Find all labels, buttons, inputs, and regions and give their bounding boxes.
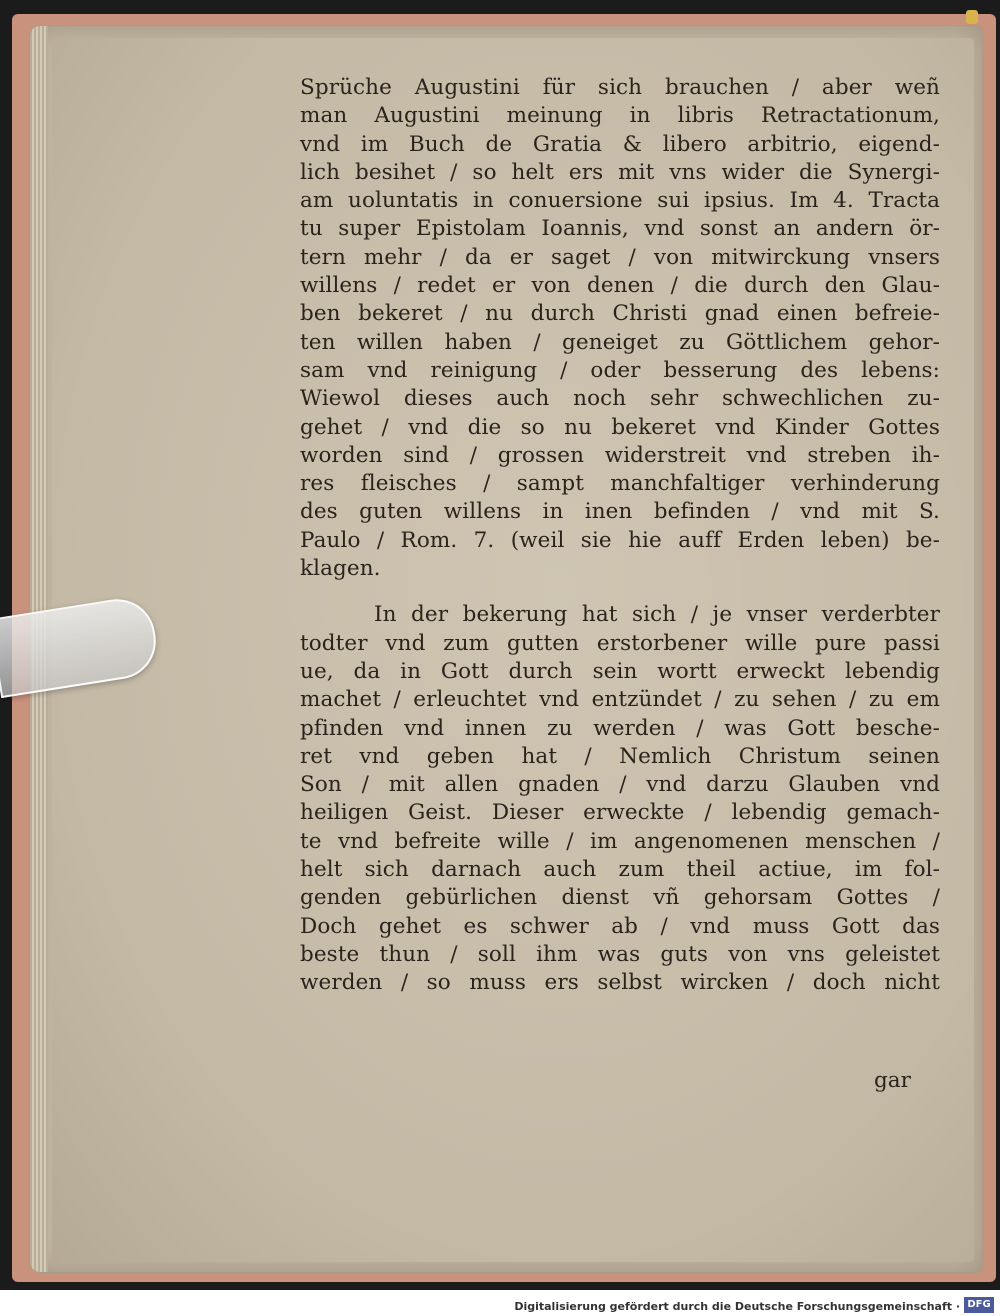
text-line: klagen. (300, 556, 381, 582)
text-line: pfinden vnd innen zu werden / was Gott besche- (300, 715, 940, 741)
text-line: te vnd befreite wille / im angenomenen menschen / (300, 828, 940, 854)
text-line: werden / so muss ers selbst wircken / doch nicht (300, 970, 940, 996)
text-line: lich besihet / so helt ers mit vns wider die Synergi- (300, 159, 940, 185)
body-text (300, 74, 940, 998)
text-line: tu super Epistolam Ioannis, vnd sonst an andern ör- (300, 216, 940, 242)
paragraph-1 (300, 74, 940, 583)
catchword: gar (874, 1068, 911, 1093)
text-line: ue, da in Gott durch sein wortt erweckt lebendig (300, 658, 940, 684)
text-line: Wiewol dieses auch noch sehr schwechlichen zu- (300, 386, 940, 412)
text-line: ten willen haben / geneiget zu Göttlichem gehor- (300, 329, 940, 355)
text-line: willens / redet er von denen / die durch den Glau- (300, 273, 940, 299)
text-line: ret vnd geben hat / Nemlich Christum seinen (300, 743, 940, 769)
text-line: beste thun / soll ihm was guts von vns geleistet (300, 941, 940, 967)
text-line: gehet / vnd die so nu bekeret vnd Kinder Gottes (300, 414, 940, 440)
text-line: Son / mit allen gnaden / vnd darzu Glauben vnd (300, 772, 940, 798)
paragraph-2 (300, 601, 940, 997)
text-line: ben bekeret / nu durch Christi gnad einen befreie- (300, 301, 940, 327)
text-line: man Augustini meinung in libris Retractationum, (300, 103, 940, 129)
text-line: res fleisches / sampt manchfaltiger verhinderung (300, 471, 940, 497)
text-line: todter vnd zum gutten erstorbener wille pure passi (300, 630, 940, 656)
text-line: am uoluntatis in conuersione sui ipsius. Im 4. Tracta (300, 188, 940, 214)
text-line: sam vnd reinigung / oder besserung des lebens: (300, 357, 940, 383)
text-line: tern mehr / da er saget / von mitwirckung vnsers (300, 244, 940, 270)
text-line: vnd im Buch de Gratia & libero arbitrio, eigend- (300, 131, 940, 157)
text-line: In der bekerung hat sich / je vnser verderbter (374, 602, 940, 628)
text-line: worden sind / grossen widerstreit vnd streben ih- (300, 442, 940, 468)
text-line: Doch gehet es schwer ab / vnd muss Gott das (300, 913, 940, 939)
text-line: heiligen Geist. Dieser erweckte / lebendig gemach- (300, 800, 940, 826)
text-line: des guten willens in inen befinden / vnd mit S. (300, 499, 940, 525)
footer-credit: Digitalisierung gefördert durch die Deutsche Forschungsgemeinschaft · (514, 1300, 960, 1313)
paragraph-gap (300, 583, 940, 601)
gold-ribbon (966, 10, 978, 24)
dfg-logo: DFG (964, 1297, 994, 1313)
text-line: Paulo / Rom. 7. (weil sie hie auff Erden leben) be- (300, 527, 940, 553)
text-line: Sprüche Augustini für sich brauchen / aber weñ (300, 75, 940, 100)
text-line: helt sich darnach auch zum theil actiue, im fol- (300, 857, 940, 883)
text-line: machet / erleuchtet vnd entzündet / zu sehen / zu em (300, 687, 940, 713)
text-line: genden gebürlichen dienst vñ gehorsam Gottes / (300, 885, 940, 911)
